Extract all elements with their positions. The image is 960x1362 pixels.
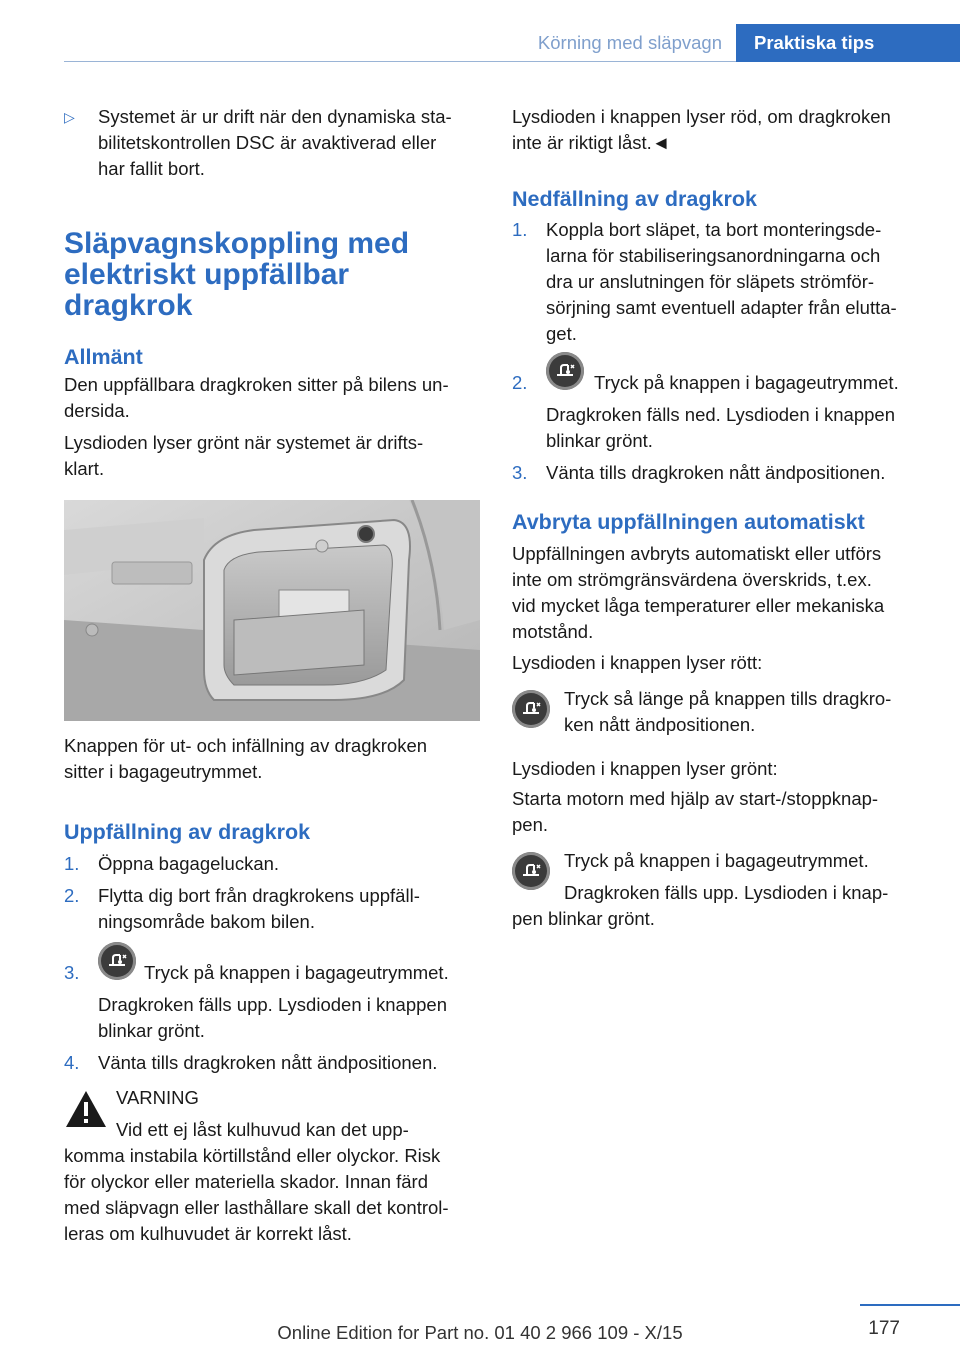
text-line: komma instabila körtillstånd eller olyckor. Risk (64, 1145, 441, 1166)
text-line: Knappen för ut- och infällning av dragkroken (64, 735, 428, 756)
bullet-line: Systemet är ur drift när den dynamiska sta- (98, 106, 452, 127)
label-green-led: Lysdioden i knappen lyser grönt: (512, 758, 778, 779)
step-number: 2. (64, 885, 80, 906)
heading-avbryta: Avbryta uppfällningen automatiskt (512, 510, 865, 534)
footer-edition: Online Edition for Part no. 01 40 2 966 109 - X/15 (277, 1322, 683, 1343)
bullet-line: har fallit bort. (98, 158, 205, 179)
list-item (64, 851, 480, 881)
list-item (64, 960, 480, 1040)
warning-title: VARNING (116, 1087, 199, 1108)
text-line: Flytta dig bort från dragkrokens uppfäll- (98, 885, 420, 906)
paragraph-avbryta (512, 541, 928, 645)
step-number: 2. (512, 372, 528, 393)
text-line: pen. (512, 814, 549, 835)
trunk-compartment-photo (64, 500, 480, 721)
step-number: 3. (64, 962, 80, 983)
section-title-line: elektriskt uppfällbar (64, 258, 350, 291)
text-line: Öppna bagageluckan. (98, 853, 280, 874)
text-line: ningsområde bakom bilen. (98, 911, 315, 932)
step-number: 3. (512, 462, 528, 483)
step-number: 4. (64, 1052, 80, 1073)
list-item (64, 883, 480, 943)
text-line: Tryck på knappen i bagageutrymmet. (564, 850, 869, 871)
text-line: larna för stabiliseringsanordningarna och (546, 245, 881, 266)
text-line: klart. (64, 458, 105, 479)
paragraph-green (512, 786, 928, 838)
text-line: Dragkroken fälls upp. Lysdioden i knap- (564, 882, 889, 903)
text-line: Dragkroken fälls upp. Lysdioden i knappen (98, 994, 447, 1015)
photo-caption (64, 733, 480, 785)
heading-allmant: Allmänt (64, 345, 143, 369)
section-title-line: dragkrok (64, 289, 193, 322)
text-line: motstånd. (512, 621, 594, 642)
paragraph-intro (512, 104, 928, 156)
text-line: pen blinkar grönt. (512, 908, 655, 929)
step-number: 1. (512, 219, 528, 240)
page-number: 177 (868, 1318, 900, 1339)
text-line: Den uppfällbara dragkroken sitter på bilens un- (64, 374, 449, 395)
trailer-hitch-button-icon (512, 690, 550, 728)
text-line: Vänta tills dragkroken nått ändpositionen. (98, 1052, 438, 1073)
bullet-triangle-icon: ▷ (64, 109, 75, 125)
text-line: blinkar grönt. (98, 1020, 205, 1041)
header-section-title: Körning med släpvagn (537, 32, 722, 53)
section-title (64, 228, 409, 321)
red-led-action (564, 686, 928, 738)
text-line: med släpvagn eller lasthållare skall det kontrol- (64, 1197, 449, 1218)
list-item (64, 1050, 480, 1080)
text-line: Koppla bort släpet, ta bort monteringsde- (546, 219, 882, 240)
header-chapter-tab: Praktiska tips (736, 24, 960, 62)
footer-rule (860, 1304, 960, 1306)
text-line: för olyckor eller materiella skador. Innan färd (64, 1171, 429, 1192)
text-line: Uppfällningen avbryts automatiskt eller utförs (512, 543, 882, 564)
text-line: get. (546, 323, 577, 344)
bullet-line: bilitetskontrollen DSC är avaktiverad eller (98, 132, 437, 153)
text-line: ken nått ändpositionen. (564, 714, 756, 735)
text-line: Lysdioden i knappen lyser röd, om dragkroken (512, 106, 891, 127)
text-line: Tryck så länge på knappen tills dragkro- (564, 688, 892, 709)
list-item (512, 217, 928, 352)
text-line: dra ur anslutningen för släpets strömför- (546, 271, 875, 292)
text-line: sörjning samt eventuell adapter från elutta- (546, 297, 897, 318)
text-line: Lysdioden lyser grönt när systemet är drifts- (64, 432, 424, 453)
text-line: inte om strömgränsvärdena överskrids, t.ex. (512, 569, 872, 590)
warning-text (64, 1117, 480, 1247)
list-item (512, 460, 928, 490)
text-line: Vid ett ej låst kulhuvud kan det upp- (116, 1119, 409, 1140)
text-line: Vänta tills dragkroken nått ändpositionen. (546, 462, 886, 483)
heading-nedfallning: Nedfällning av dragkrok (512, 187, 757, 211)
green-led-action (512, 848, 928, 932)
heading-uppfallning: Uppfällning av dragkrok (64, 820, 311, 844)
trailer-hitch-button-icon (98, 942, 136, 980)
text-line: Starta motorn med hjälp av start-/stoppknap- (512, 788, 879, 809)
text-line: dersida. (64, 400, 130, 421)
text-line: Tryck på knappen i bagageutrymmet. (594, 372, 899, 393)
text-line: Dragkroken fälls ned. Lysdioden i knappen (546, 404, 895, 425)
paragraph-allmant-1 (64, 372, 480, 424)
text-line: vid mycket låga temperaturer eller mekaniska (512, 595, 885, 616)
paragraph-allmant-2 (64, 430, 480, 482)
section-title-line: Släpvagnskoppling med (64, 227, 410, 260)
text-line: sitter i bagageutrymmet. (64, 761, 263, 782)
text-line: inte är riktigt låst.◄ (512, 132, 671, 153)
text-line: Tryck på knappen i bagageutrymmet. (144, 962, 449, 983)
label-red-led: Lysdioden i knappen lyser rött: (512, 652, 763, 673)
list-item (512, 370, 928, 450)
step-number: 1. (64, 853, 80, 874)
text-line: leras om kulhuvudet är korrekt låst. (64, 1223, 352, 1244)
trailer-hitch-button-icon (546, 352, 584, 390)
text-line: blinkar grönt. (546, 430, 653, 451)
